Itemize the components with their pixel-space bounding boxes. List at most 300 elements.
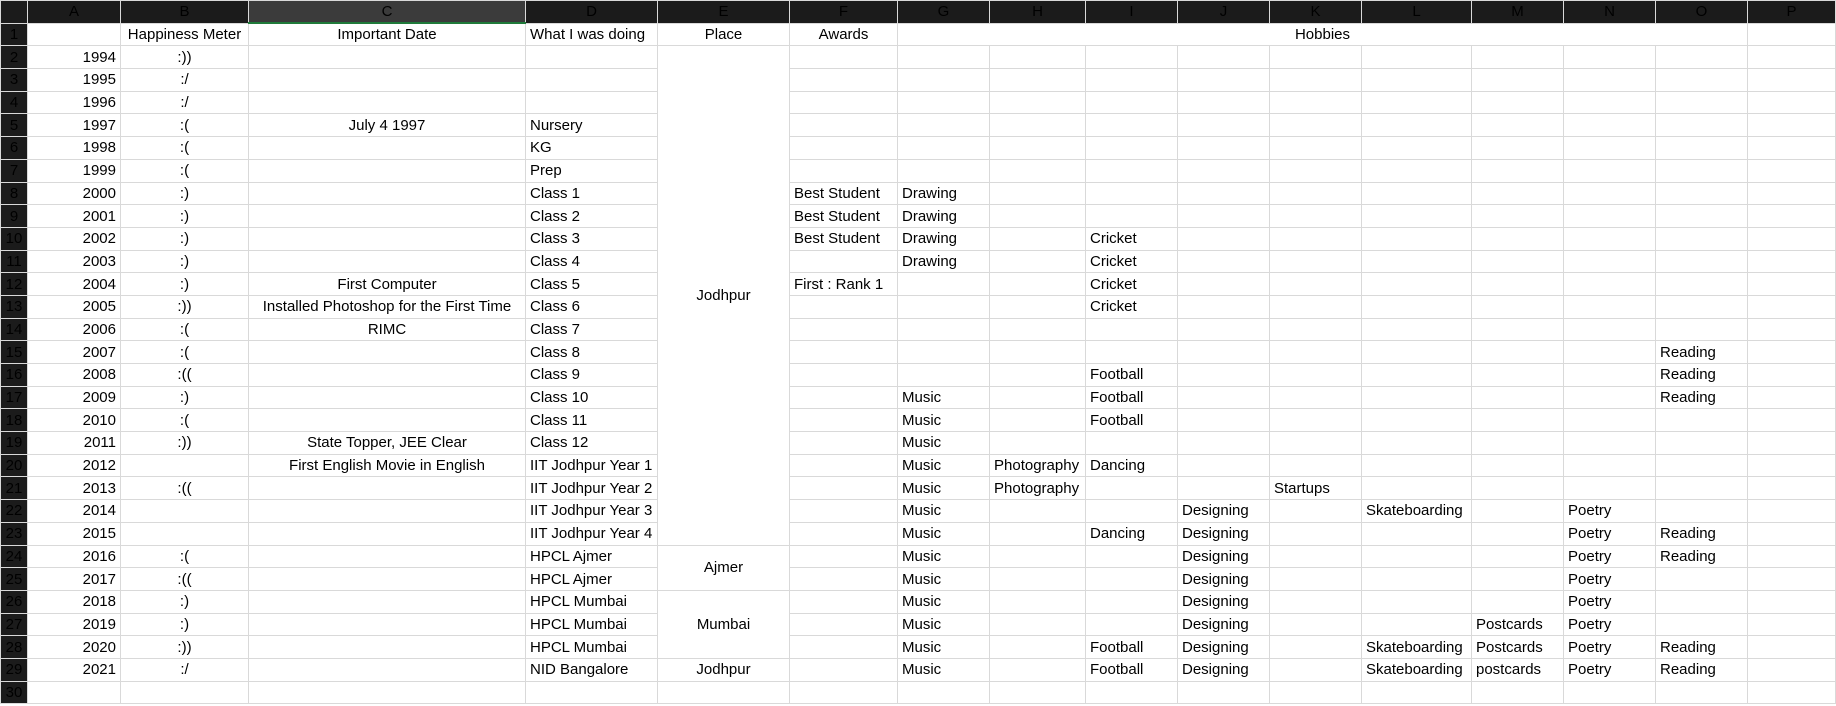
cell-hobby[interactable] <box>1362 522 1472 545</box>
cell-happiness[interactable]: :( <box>121 159 249 182</box>
column-header-h[interactable]: H <box>990 1 1086 24</box>
cell-year[interactable]: 1995 <box>28 69 121 92</box>
cell-important-date[interactable] <box>249 69 526 92</box>
cell-award[interactable] <box>790 568 898 591</box>
cell-year[interactable]: 2016 <box>28 545 121 568</box>
cell-empty[interactable] <box>1748 681 1836 704</box>
cell-hobby[interactable] <box>898 295 990 318</box>
cell-hobby[interactable]: Cricket <box>1086 295 1178 318</box>
cell-hobby[interactable] <box>1564 409 1656 432</box>
column-header-k[interactable]: K <box>1270 1 1362 24</box>
cell-award[interactable] <box>790 500 898 523</box>
cell-hobby[interactable]: Poetry <box>1564 658 1656 681</box>
cell-hobby[interactable] <box>1178 159 1270 182</box>
column-header-g[interactable]: G <box>898 1 990 24</box>
cell-year[interactable]: 1994 <box>28 46 121 69</box>
cell-year[interactable]: 2021 <box>28 658 121 681</box>
cell-award[interactable]: Best Student <box>790 182 898 205</box>
cell-empty[interactable] <box>1748 205 1836 228</box>
cell-hobby[interactable]: Music <box>898 477 990 500</box>
cell-hobby[interactable] <box>1564 227 1656 250</box>
cell-year[interactable]: 2006 <box>28 318 121 341</box>
cell-hobby[interactable] <box>1362 318 1472 341</box>
cell-hobby[interactable]: Designing <box>1178 522 1270 545</box>
cell-hobby[interactable] <box>1086 318 1178 341</box>
row-header[interactable]: 18 <box>1 409 28 432</box>
cell-year[interactable]: 2003 <box>28 250 121 273</box>
cell-hobby[interactable] <box>1270 273 1362 296</box>
cell-year[interactable]: 2012 <box>28 454 121 477</box>
cell-award[interactable] <box>790 318 898 341</box>
cell-empty[interactable] <box>1748 500 1836 523</box>
cell-hobby[interactable] <box>1472 477 1564 500</box>
cell-hobby[interactable] <box>1656 69 1748 92</box>
cell-important-date[interactable]: First Computer <box>249 273 526 296</box>
cell-important-date[interactable] <box>249 364 526 387</box>
cell-happiness[interactable]: :)) <box>121 636 249 659</box>
cell-hobby[interactable] <box>1472 205 1564 228</box>
cell-hobby[interactable]: Startups <box>1270 477 1362 500</box>
cell-hobby[interactable]: Football <box>1086 636 1178 659</box>
cell-what-doing[interactable]: Nursery <box>526 114 658 137</box>
cell-hobby[interactable] <box>1178 250 1270 273</box>
cell-hobby[interactable] <box>990 273 1086 296</box>
cell-hobby[interactable] <box>1362 454 1472 477</box>
cell-hobby[interactable]: Music <box>898 568 990 591</box>
row-header[interactable]: 11 <box>1 250 28 273</box>
row-header[interactable]: 12 <box>1 273 28 296</box>
cell-hobby[interactable] <box>1270 250 1362 273</box>
cell-empty[interactable] <box>1748 364 1836 387</box>
cell-empty[interactable] <box>1748 295 1836 318</box>
cell-hobby[interactable] <box>990 568 1086 591</box>
cell-hobby[interactable] <box>990 182 1086 205</box>
cell-hobby[interactable] <box>1178 364 1270 387</box>
row-header[interactable]: 8 <box>1 182 28 205</box>
cell-year[interactable]: 2017 <box>28 568 121 591</box>
cell-award[interactable] <box>790 137 898 160</box>
row-header[interactable]: 4 <box>1 91 28 114</box>
cell-hobby[interactable] <box>990 386 1086 409</box>
cell-empty[interactable] <box>990 681 1086 704</box>
cell-what-doing[interactable]: Class 4 <box>526 250 658 273</box>
cell-what-doing[interactable]: Class 5 <box>526 273 658 296</box>
cell-empty[interactable] <box>1748 91 1836 114</box>
cell-hobby[interactable] <box>1472 273 1564 296</box>
cell-hobby[interactable] <box>1086 182 1178 205</box>
row-header[interactable]: 10 <box>1 227 28 250</box>
cell-empty[interactable] <box>1748 137 1836 160</box>
cell-what-doing[interactable]: Class 7 <box>526 318 658 341</box>
cell-hobby[interactable] <box>1178 477 1270 500</box>
cell-hobby[interactable] <box>1656 227 1748 250</box>
row-header[interactable]: 16 <box>1 364 28 387</box>
cell-year[interactable]: 2001 <box>28 205 121 228</box>
cell-year[interactable]: 2008 <box>28 364 121 387</box>
cell-hobby[interactable] <box>1362 568 1472 591</box>
cell-hobby[interactable]: Music <box>898 613 990 636</box>
cell-what-doing[interactable] <box>526 69 658 92</box>
cell-happiness[interactable] <box>121 500 249 523</box>
cell-hobby[interactable] <box>1564 273 1656 296</box>
cell-empty[interactable] <box>1748 432 1836 455</box>
row-header[interactable]: 19 <box>1 432 28 455</box>
cell-what-doing[interactable]: Class 10 <box>526 386 658 409</box>
cell-hobby[interactable]: Music <box>898 522 990 545</box>
cell-empty[interactable] <box>1086 681 1178 704</box>
cell-hobby[interactable] <box>1564 318 1656 341</box>
cell-hobby[interactable] <box>990 341 1086 364</box>
cell-what-doing[interactable]: HPCL Mumbai <box>526 590 658 613</box>
cell-hobby[interactable] <box>1086 613 1178 636</box>
cell-year[interactable]: 2000 <box>28 182 121 205</box>
cell-hobby[interactable]: Drawing <box>898 250 990 273</box>
cell-hobby[interactable] <box>1270 137 1362 160</box>
row-header[interactable]: 20 <box>1 454 28 477</box>
cell-hobby[interactable] <box>1472 295 1564 318</box>
cell-hobby[interactable] <box>1656 454 1748 477</box>
cell-what-doing[interactable]: Class 8 <box>526 341 658 364</box>
cell-b1[interactable]: Happiness Meter <box>121 23 249 46</box>
cell-hobby[interactable]: Drawing <box>898 182 990 205</box>
cell-happiness[interactable]: :) <box>121 273 249 296</box>
cell-happiness[interactable]: :( <box>121 409 249 432</box>
cell-hobby[interactable]: Music <box>898 636 990 659</box>
cell-hobby[interactable] <box>1472 568 1564 591</box>
select-all-corner[interactable] <box>1 1 28 24</box>
cell-hobby[interactable]: Music <box>898 500 990 523</box>
cell-hobby[interactable] <box>990 205 1086 228</box>
cell-award[interactable]: Best Student <box>790 205 898 228</box>
row-header[interactable]: 21 <box>1 477 28 500</box>
cell-hobby[interactable] <box>1178 318 1270 341</box>
cell-year[interactable]: 2009 <box>28 386 121 409</box>
cell-hobby[interactable] <box>1472 46 1564 69</box>
cell-important-date[interactable] <box>249 658 526 681</box>
cell-important-date[interactable] <box>249 182 526 205</box>
cell-hobby[interactable] <box>1472 69 1564 92</box>
cell-hobby[interactable] <box>990 318 1086 341</box>
cell-hobby[interactable] <box>990 432 1086 455</box>
cell-award[interactable] <box>790 386 898 409</box>
cell-hobby[interactable]: Poetry <box>1564 636 1656 659</box>
column-header-a[interactable]: A <box>28 1 121 24</box>
cell-empty[interactable] <box>1748 318 1836 341</box>
cell-hobby[interactable] <box>1472 386 1564 409</box>
cell-award[interactable] <box>790 590 898 613</box>
cell-hobby[interactable] <box>1086 432 1178 455</box>
cell-important-date[interactable]: RIMC <box>249 318 526 341</box>
cell-hobby[interactable] <box>1362 273 1472 296</box>
cell-hobby[interactable] <box>990 545 1086 568</box>
cell-what-doing[interactable]: Class 12 <box>526 432 658 455</box>
cell-important-date[interactable]: Installed Photoshop for the First Time <box>249 295 526 318</box>
column-header-p[interactable]: P <box>1748 1 1836 24</box>
cell-hobby[interactable]: Designing <box>1178 500 1270 523</box>
cell-hobby[interactable] <box>898 91 990 114</box>
cell-hobby[interactable] <box>1656 613 1748 636</box>
cell-award[interactable] <box>790 364 898 387</box>
cell-hobby[interactable] <box>1362 295 1472 318</box>
cell-hobby[interactable] <box>898 69 990 92</box>
cell-empty[interactable] <box>1270 681 1362 704</box>
cell-award[interactable] <box>790 522 898 545</box>
cell-hobby[interactable] <box>1178 69 1270 92</box>
cell-what-doing[interactable] <box>526 46 658 69</box>
cell-hobby[interactable] <box>1564 386 1656 409</box>
cell-award[interactable] <box>790 250 898 273</box>
cell-important-date[interactable] <box>249 500 526 523</box>
cell-hobby[interactable] <box>990 114 1086 137</box>
cell-hobby[interactable] <box>1656 114 1748 137</box>
cell-hobby[interactable] <box>1656 182 1748 205</box>
cell-year[interactable]: 2004 <box>28 273 121 296</box>
cell-empty[interactable] <box>1748 545 1836 568</box>
cell-award[interactable] <box>790 636 898 659</box>
cell-empty[interactable] <box>1748 227 1836 250</box>
cell-hobby[interactable] <box>1086 590 1178 613</box>
cell-year[interactable]: 2010 <box>28 409 121 432</box>
row-header[interactable]: 22 <box>1 500 28 523</box>
cell-hobby[interactable]: Poetry <box>1564 568 1656 591</box>
cell-hobby[interactable] <box>1564 205 1656 228</box>
cell-hobby[interactable] <box>990 658 1086 681</box>
cell-hobby[interactable] <box>1362 250 1472 273</box>
cell-hobby[interactable] <box>1086 341 1178 364</box>
cell-hobby[interactable] <box>1472 500 1564 523</box>
cell-award[interactable]: Best Student <box>790 227 898 250</box>
cell-what-doing[interactable]: Prep <box>526 159 658 182</box>
cell-hobby[interactable] <box>1362 432 1472 455</box>
cell-year[interactable]: 1996 <box>28 91 121 114</box>
cell-hobby[interactable] <box>1362 114 1472 137</box>
cell-award[interactable]: First : Rank 1 <box>790 273 898 296</box>
row-header[interactable]: 15 <box>1 341 28 364</box>
cell-hobby[interactable] <box>898 318 990 341</box>
cell-award[interactable] <box>790 91 898 114</box>
cell-hobby[interactable] <box>1178 454 1270 477</box>
cell-happiness[interactable]: :/ <box>121 69 249 92</box>
cell-what-doing[interactable]: HPCL Mumbai <box>526 636 658 659</box>
cell-happiness[interactable]: :) <box>121 386 249 409</box>
cell-hobby[interactable] <box>1178 386 1270 409</box>
cell-hobby[interactable]: Postcards <box>1472 636 1564 659</box>
cell-hobby[interactable] <box>1472 159 1564 182</box>
cell-empty[interactable] <box>1748 522 1836 545</box>
cell-empty[interactable] <box>1564 681 1656 704</box>
cell-hobby[interactable] <box>1656 295 1748 318</box>
cell-what-doing[interactable]: Class 9 <box>526 364 658 387</box>
cell-hobby[interactable]: Designing <box>1178 658 1270 681</box>
cell-empty[interactable] <box>1748 69 1836 92</box>
cell-year[interactable]: 2018 <box>28 590 121 613</box>
cell-empty[interactable] <box>526 681 658 704</box>
cell-award[interactable] <box>790 454 898 477</box>
cell-happiness[interactable]: :) <box>121 205 249 228</box>
cell-hobby[interactable] <box>1362 205 1472 228</box>
cell-hobby[interactable] <box>1362 590 1472 613</box>
cell-hobby[interactable] <box>1270 409 1362 432</box>
cell-what-doing[interactable]: HPCL Mumbai <box>526 613 658 636</box>
cell-hobby[interactable]: Music <box>898 454 990 477</box>
cell-important-date[interactable]: State Topper, JEE Clear <box>249 432 526 455</box>
cell-hobby[interactable] <box>1362 613 1472 636</box>
cell-hobby[interactable] <box>1472 114 1564 137</box>
cell-hobby[interactable]: Designing <box>1178 613 1270 636</box>
cell-happiness[interactable] <box>121 454 249 477</box>
cell-empty[interactable] <box>1748 454 1836 477</box>
cell-empty[interactable] <box>658 681 790 704</box>
cell-hobby[interactable] <box>1362 159 1472 182</box>
cell-award[interactable] <box>790 409 898 432</box>
cell-hobby[interactable] <box>1564 114 1656 137</box>
cell-hobby[interactable] <box>1270 341 1362 364</box>
cell-happiness[interactable]: :( <box>121 341 249 364</box>
cell-place-merged[interactable]: Mumbai <box>658 590 790 658</box>
cell-year[interactable]: 2015 <box>28 522 121 545</box>
column-header-n[interactable]: N <box>1564 1 1656 24</box>
cell-hobby[interactable] <box>1472 409 1564 432</box>
cell-hobby[interactable]: Reading <box>1656 386 1748 409</box>
cell-hobby[interactable] <box>1270 500 1362 523</box>
cell-hobby[interactable]: Football <box>1086 409 1178 432</box>
cell-hobby[interactable] <box>898 273 990 296</box>
cell-empty[interactable] <box>1748 341 1836 364</box>
cell-hobby[interactable]: Poetry <box>1564 545 1656 568</box>
cell-hobby[interactable] <box>898 341 990 364</box>
cell-hobby[interactable] <box>1656 432 1748 455</box>
cell-hobby[interactable] <box>1472 91 1564 114</box>
cell-happiness[interactable] <box>121 522 249 545</box>
column-header-j[interactable]: J <box>1178 1 1270 24</box>
cell-hobby[interactable] <box>1362 409 1472 432</box>
cell-important-date[interactable] <box>249 159 526 182</box>
cell-hobby[interactable] <box>1178 114 1270 137</box>
cell-happiness[interactable]: :) <box>121 613 249 636</box>
cell-hobby[interactable] <box>1178 182 1270 205</box>
cell-important-date[interactable] <box>249 91 526 114</box>
cell-important-date[interactable] <box>249 636 526 659</box>
cell-hobby[interactable] <box>1270 613 1362 636</box>
cell-year[interactable]: 2020 <box>28 636 121 659</box>
cell-hobby[interactable]: Designing <box>1178 636 1270 659</box>
cell-g1-hobbies-merged[interactable]: Hobbies <box>898 23 1748 46</box>
cell-hobby[interactable] <box>1086 500 1178 523</box>
cell-hobby[interactable] <box>990 91 1086 114</box>
cell-hobby[interactable] <box>1472 182 1564 205</box>
cell-year[interactable]: 2011 <box>28 432 121 455</box>
cell-hobby[interactable] <box>1178 295 1270 318</box>
cell-hobby[interactable]: Poetry <box>1564 590 1656 613</box>
cell-hobby[interactable]: Music <box>898 590 990 613</box>
cell-hobby[interactable] <box>1178 46 1270 69</box>
cell-hobby[interactable] <box>1086 91 1178 114</box>
cell-hobby[interactable]: Reading <box>1656 545 1748 568</box>
cell-p1[interactable] <box>1748 23 1836 46</box>
cell-award[interactable] <box>790 613 898 636</box>
cell-hobby[interactable] <box>1656 568 1748 591</box>
cell-hobby[interactable] <box>990 295 1086 318</box>
cell-empty[interactable] <box>1748 386 1836 409</box>
cell-hobby[interactable] <box>1564 364 1656 387</box>
column-header-f[interactable]: F <box>790 1 898 24</box>
cell-hobby[interactable] <box>1270 522 1362 545</box>
column-header-e[interactable]: E <box>658 1 790 24</box>
cell-hobby[interactable] <box>1270 454 1362 477</box>
cell-hobby[interactable] <box>1472 454 1564 477</box>
cell-hobby[interactable] <box>1086 69 1178 92</box>
cell-hobby[interactable] <box>1270 658 1362 681</box>
cell-hobby[interactable] <box>1472 341 1564 364</box>
cell-hobby[interactable] <box>1362 91 1472 114</box>
cell-empty[interactable] <box>1748 250 1836 273</box>
cell-hobby[interactable] <box>1472 545 1564 568</box>
cell-hobby[interactable] <box>1270 69 1362 92</box>
cell-hobby[interactable] <box>1362 182 1472 205</box>
cell-hobby[interactable] <box>990 636 1086 659</box>
cell-hobby[interactable] <box>1564 159 1656 182</box>
row-header[interactable]: 23 <box>1 522 28 545</box>
cell-hobby[interactable] <box>1362 341 1472 364</box>
cell-important-date[interactable] <box>249 137 526 160</box>
cell-what-doing[interactable]: Class 11 <box>526 409 658 432</box>
cell-award[interactable] <box>790 545 898 568</box>
cell-what-doing[interactable]: Class 1 <box>526 182 658 205</box>
cell-hobby[interactable]: Reading <box>1656 364 1748 387</box>
cell-happiness[interactable]: :) <box>121 182 249 205</box>
cell-happiness[interactable]: :( <box>121 545 249 568</box>
cell-what-doing[interactable]: HPCL Ajmer <box>526 568 658 591</box>
cell-hobby[interactable] <box>1564 250 1656 273</box>
row-header[interactable]: 13 <box>1 295 28 318</box>
cell-hobby[interactable]: Music <box>898 545 990 568</box>
cell-place-merged[interactable]: Ajmer <box>658 545 790 590</box>
cell-hobby[interactable] <box>1472 318 1564 341</box>
cell-award[interactable] <box>790 69 898 92</box>
cell-hobby[interactable] <box>990 69 1086 92</box>
cell-hobby[interactable] <box>1564 295 1656 318</box>
cell-year[interactable]: 2014 <box>28 500 121 523</box>
cell-empty[interactable] <box>249 681 526 704</box>
cell-important-date[interactable] <box>249 227 526 250</box>
cell-hobby[interactable] <box>1086 159 1178 182</box>
cell-hobby[interactable] <box>1178 409 1270 432</box>
cell-hobby[interactable] <box>1178 137 1270 160</box>
cell-empty[interactable] <box>1748 159 1836 182</box>
cell-what-doing[interactable]: Class 2 <box>526 205 658 228</box>
cell-important-date[interactable]: First English Movie in English <box>249 454 526 477</box>
cell-hobby[interactable] <box>1656 91 1748 114</box>
cell-hobby[interactable] <box>1472 432 1564 455</box>
cell-empty[interactable] <box>1748 409 1836 432</box>
cell-hobby[interactable] <box>1656 477 1748 500</box>
cell-important-date[interactable] <box>249 409 526 432</box>
cell-c1[interactable]: Important Date <box>249 23 526 46</box>
cell-hobby[interactable] <box>1270 545 1362 568</box>
cell-hobby[interactable] <box>1656 590 1748 613</box>
cell-hobby[interactable] <box>1564 137 1656 160</box>
cell-hobby[interactable]: Football <box>1086 386 1178 409</box>
cell-hobby[interactable] <box>1564 454 1656 477</box>
cell-hobby[interactable] <box>898 114 990 137</box>
cell-year[interactable]: 2005 <box>28 295 121 318</box>
cell-hobby[interactable] <box>1564 46 1656 69</box>
cell-place-merged[interactable]: Jodhpur <box>658 46 790 545</box>
cell-hobby[interactable]: Designing <box>1178 568 1270 591</box>
column-header-i[interactable]: I <box>1086 1 1178 24</box>
row-header[interactable]: 26 <box>1 590 28 613</box>
cell-hobby[interactable] <box>990 500 1086 523</box>
